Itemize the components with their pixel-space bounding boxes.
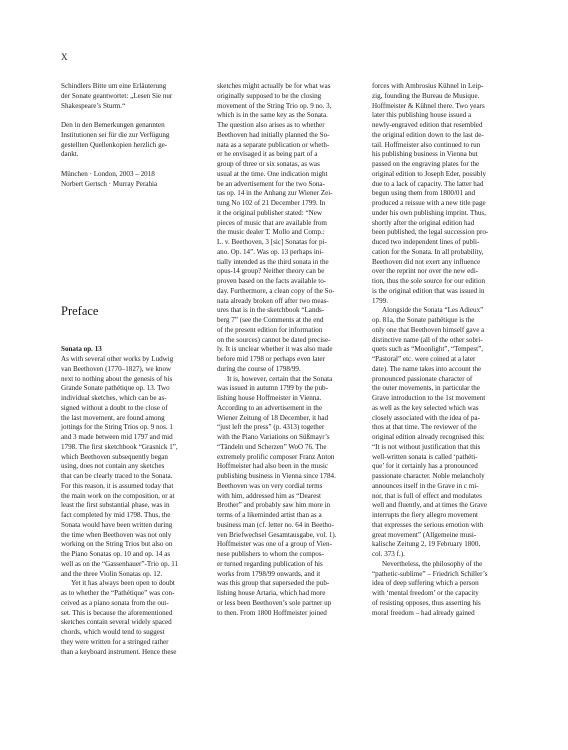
text-line: the Piano Sonatas op. 10 and op. 14 as — [61, 550, 171, 558]
text-line: closely associated with the idea of pa- — [372, 413, 480, 422]
text-line: er turned regarding publication of his — [217, 559, 323, 568]
text-line: of the present edition for information — [217, 325, 323, 334]
text-line: only one that Beethoven himself gave a — [372, 325, 485, 334]
text-line: proven based on the facts available to- — [217, 277, 327, 285]
text-line: sketches contain several widely spaced — [61, 618, 172, 627]
text-line: Beethoven had initially planned the So- — [217, 130, 330, 139]
text-line: set. This is because the aforementioned — [61, 608, 173, 617]
text-line: the original edition down to the last de- — [372, 130, 484, 139]
text-line: ano. Op. 14”. Was op. 13 perhaps ini- — [217, 247, 324, 256]
text-line: lishing house Hoffmeister in Vienna. — [217, 394, 322, 402]
text-line: Nevertheless, the philosophy of the — [382, 559, 483, 568]
paragraph — [372, 82, 512, 306]
text-line: works from 1798/99 onwards, and it — [217, 569, 321, 578]
text-line: tion, thus the sole source for our edition — [372, 277, 486, 285]
text-line: originally supposed to be the closing — [217, 91, 322, 100]
text-line: 1798. The first sketchbook “Grasnick 1”, — [61, 442, 178, 451]
text-line: idea of deep suffering which a person — [372, 579, 479, 588]
text-line: Yet it has always been open to doubt — [71, 579, 175, 588]
section-title: Sonata op. 13 — [61, 345, 102, 354]
text-line: or less been Beethoven’s sole partner up — [217, 598, 332, 607]
text-line: to then. From 1800 Hoffmeister joined — [217, 608, 327, 617]
column-1 — [61, 82, 201, 657]
text-line: jottings for the String Trios op. 9 nos. 1 — [61, 423, 173, 432]
text-line: date). The name takes into account the — [372, 364, 482, 373]
text-line: passed on the engraving plates for the — [372, 160, 480, 168]
text-line: and 3 made between mid 1797 and mid — [61, 433, 173, 441]
text-line: least the first substantial phase, was in — [61, 501, 170, 510]
text-line: duced two independent lines of publi- — [372, 238, 480, 246]
text-line: pieces of music that are available from — [217, 218, 327, 227]
text-line: nese publishers to whom the compos- — [217, 550, 324, 558]
text-line: quets such as “Moonlight”, “Tempest”, — [372, 345, 484, 354]
text-line: moral freedom – had already gained — [372, 608, 475, 617]
text-line: Shakespeare’s Sturm.“ — [61, 101, 126, 110]
text-line: due to a lack of capacity. The latter had — [372, 179, 484, 188]
text-line: For this reason, it is assumed today that — [61, 481, 174, 490]
text-line: op. 81a, the Sonate pathétique is the — [372, 316, 475, 324]
text-line: Wiener Zeitung of 18 December, it had — [217, 413, 329, 422]
text-line: was issued in autumn 1799 by the pub- — [217, 384, 328, 393]
text-line: chords, which would tend to suggest — [61, 628, 165, 636]
text-line: begun using them from 1800/01 and — [372, 189, 476, 198]
text-line: opus-14 group? Neither theory can be — [217, 267, 325, 276]
text-line: announces itself in the Grave in c mi- — [372, 481, 479, 490]
text-line: “just left the press” (p. 4313) together — [217, 423, 325, 432]
text-line: Grave introduction to the 1st movement — [372, 394, 486, 402]
paragraph — [372, 306, 512, 560]
text-line: it the original publisher stated: “New — [217, 208, 322, 217]
text-line: Hoffmeister had also been in the music — [217, 462, 328, 471]
text-line: fact completed by mid 1798. Thus, the — [61, 511, 171, 519]
text-line: Beethoven did not exert any influence — [372, 257, 481, 266]
text-line: original edition already recognised this: — [372, 433, 485, 441]
text-line: as to whether the “Pathétique” was con- — [61, 589, 175, 597]
text-line: was this group that superseded the pub- — [217, 579, 330, 588]
text-line: over the reprint nor over the new edi- — [372, 267, 479, 276]
text-line: er he envisaged it as being part of a — [217, 150, 318, 159]
text-line: sketches might actually be for what was — [217, 82, 331, 90]
text-line: great movement” (Allgemeine musi- — [372, 530, 477, 539]
text-line: using, does not contain any sketches — [61, 462, 165, 471]
text-line: L. v. Beethoven, 3 [sic] Sonatas for pi- — [217, 238, 327, 246]
text-line: ceived as a piano sonata from the out- — [61, 598, 169, 607]
text-line: is the original edition that was issued in — [372, 286, 485, 295]
text-line: newly-engraved edition that resembled — [372, 121, 483, 129]
column-3 — [372, 82, 512, 618]
text-line: ures that is in the sketchbook “Lands- — [217, 306, 325, 315]
text-line: under his own publishing imprint. Thus, — [372, 208, 486, 217]
text-line: been published, the legal succession pro- — [372, 228, 489, 237]
text-line: As with several other works by Ludwig — [61, 355, 174, 363]
text-line: nata as a separate publication or wheth- — [217, 140, 330, 149]
text-line: Hoffmeister was one of a group of Vien- — [217, 540, 332, 549]
text-line: they were written for a stringed rather — [61, 637, 169, 646]
text-line: which Beethoven subsequently began — [61, 452, 168, 461]
text-line: movement of the String Trio op. 9 no. 3, — [217, 101, 332, 110]
text-line: publishing business in Vienna since 1784. — [217, 472, 336, 480]
text-line: tas op. 14 in the Anhang zur Wiener Zei- — [217, 189, 333, 198]
authors: Norbert Gertsch · Murray Perahia — [61, 179, 158, 188]
text-line: with him, addressed him as “Dearest — [217, 491, 322, 500]
text-line: Grande Sonate pathétique op. 13. Two — [61, 384, 170, 393]
text-line: thos at that time. The reviewer of the — [372, 423, 477, 432]
text-line: than a keyboard instrument. Hence these — [61, 647, 177, 656]
text-line: “Tändeln und Scherzen” WoO 76. The — [217, 442, 327, 451]
text-line: original edition to Joseph Eder, possibly — [372, 169, 486, 178]
text-line: and the three Violin Sonatas op. 12. — [61, 569, 163, 578]
text-line: dankt. — [61, 150, 79, 159]
paragraph — [217, 82, 357, 375]
text-line: terms of a likeminded artist than as a — [217, 511, 322, 519]
column-2 — [217, 82, 357, 618]
text-line: the music dealer T. Mollo and Comp.: — [217, 228, 325, 237]
text-line: Institutionen sei für die zur Verfügung — [61, 130, 170, 139]
text-line: According to an advertisement in the — [217, 403, 322, 412]
text-line: ven Briefwechsel Gesamtausgabe, vol. 1). — [217, 530, 337, 539]
text-line: “It is not without justification that this — [372, 442, 481, 451]
text-line: well as on the “Gassenhauer”-Trio op. 11 — [61, 559, 179, 568]
text-line: with the Piano Variations on Süßmayr’s — [217, 433, 330, 441]
text-line: forces with Ambrosius Kühnel in Leip- — [372, 82, 484, 90]
text-line: “pathetic-sublime” – Friedrich Schiller’s — [372, 569, 488, 578]
text-line: usual at the time. One indication might — [217, 169, 328, 178]
paragraph — [217, 375, 357, 619]
text-line: day. Furthermore, a clean copy of the So- — [217, 286, 335, 295]
text-line: which is in the same key as the Sonata. — [217, 111, 328, 120]
text-line: group of three or six sonatas, as was — [217, 160, 320, 168]
text-line: cation for the Sonata. In all probability, — [372, 247, 484, 256]
text-line: 1799. — [372, 296, 388, 305]
text-line: nata already broken off after two meas- — [217, 296, 329, 305]
text-line: the time when Beethoven was not only — [61, 530, 172, 539]
text-line: tail. Hoffmeister also continued to run — [372, 140, 481, 149]
paragraph — [61, 579, 201, 657]
text-line: individual sketches, which can be as- — [61, 394, 167, 402]
closing-quote — [61, 82, 201, 111]
text-line: Sonata would have been written during — [61, 520, 173, 529]
text-line: next to nothing about the genesis of his — [61, 374, 173, 383]
text-line: Hoffmeister & Kühnel there. Two years — [372, 101, 485, 110]
text-line: Alongside the Sonata “Les Adieux” — [382, 306, 484, 315]
text-line: tung No 102 of 21 December 1799. In — [217, 199, 326, 207]
text-line: ly. It is unclear whether it was also made — [217, 345, 333, 354]
text-line: van Beethoven (1770–1827), we know — [61, 364, 172, 373]
text-line: pronounced passionate character of — [372, 374, 473, 383]
text-line: on the sources) cannot be dated precise- — [217, 335, 331, 344]
text-line: lishing house Artaria, which had more — [217, 589, 326, 597]
text-line: Brother” and probably saw him more in — [217, 501, 331, 510]
text-line: Den in den Bemerkungen genannten — [61, 121, 165, 129]
text-line: interrupts the fiery allegro movement — [372, 511, 478, 519]
text-line: that can be clearly traced to the Sonata. — [61, 472, 173, 480]
text-line: passionate character. Noble melancholy — [372, 472, 485, 480]
text-line: the main work on the composition, or at — [61, 491, 175, 500]
text-line: during the course of 1798/99. — [217, 364, 301, 373]
text-line: well-written sonata is called ‘pathéti- — [372, 452, 478, 461]
text-line: der Sonate geantwortet: „Lesen Sie nur — [61, 91, 173, 100]
text-line: nor, that is full of effect and modulates — [372, 491, 482, 500]
text-line: later this publishing house issued a — [372, 111, 472, 120]
text-line: signed without a doubt to the close of — [61, 403, 168, 412]
preface-title: Preface — [61, 304, 99, 319]
text-line: his publishing business in Vienna but — [372, 150, 478, 159]
text-line: be an advertisement for the two Sona- — [217, 179, 325, 188]
text-line: shortly after the original edition had — [372, 218, 475, 227]
text-line: well and fluently, and at times the Grave — [372, 501, 487, 510]
text-line: working on the String Trios but also on — [61, 540, 173, 549]
text-line: The question also arises as to whether — [217, 121, 325, 129]
text-line: distinctive name (all of the other sobri- — [372, 335, 483, 344]
paragraph — [372, 560, 512, 619]
acknowledgement — [61, 121, 201, 160]
text-line: of resisting opposes, thus asserting his — [372, 598, 481, 607]
text-line: Schindlers Bitte um eine Erläuterung — [61, 82, 167, 90]
text-line: as well as the key selected which was — [372, 403, 479, 412]
text-line: the outer movements, in particular the — [372, 384, 480, 393]
text-line: tially intended as the third sonata in the — [217, 257, 329, 266]
text-line: business man (cf. letter no. 64 in Beetho- — [217, 520, 334, 529]
text-line: extremely prolific composer Franz Anton — [217, 452, 335, 461]
text-line: gestellten Quellenkopien herzlich ge- — [61, 140, 168, 149]
page-number: X — [61, 52, 68, 62]
text-line: before mid 1798 or perhaps even later — [217, 355, 325, 363]
place-date: München · London, 2003 – 2018 — [61, 169, 155, 178]
text-line: with ‘mental freedom’ or the capacity — [372, 589, 479, 597]
text-line: produced a reissue with a new title page — [372, 199, 486, 207]
text-line: the last movement, are found among — [61, 413, 165, 422]
text-line: berg 7” (see the Comments at the end — [217, 316, 324, 324]
text-line: col. 373 f.). — [372, 550, 405, 558]
text-line: Beethoven was on very cordial terms — [217, 481, 323, 490]
text-line: que’ for it certainly has a pronounced — [372, 462, 478, 471]
text-line: that expresses the serious emotion with — [372, 520, 484, 529]
text-line: “Pastoral” etc. were coined at a later — [372, 355, 476, 363]
text-line: It is, however, certain that the Sonata — [227, 374, 333, 383]
text-line: zig, founding the Bureau de Musique. — [372, 91, 480, 100]
paragraph — [61, 355, 201, 579]
text-line: kalische Zeitung 2, 19 February 1800, — [372, 540, 481, 549]
